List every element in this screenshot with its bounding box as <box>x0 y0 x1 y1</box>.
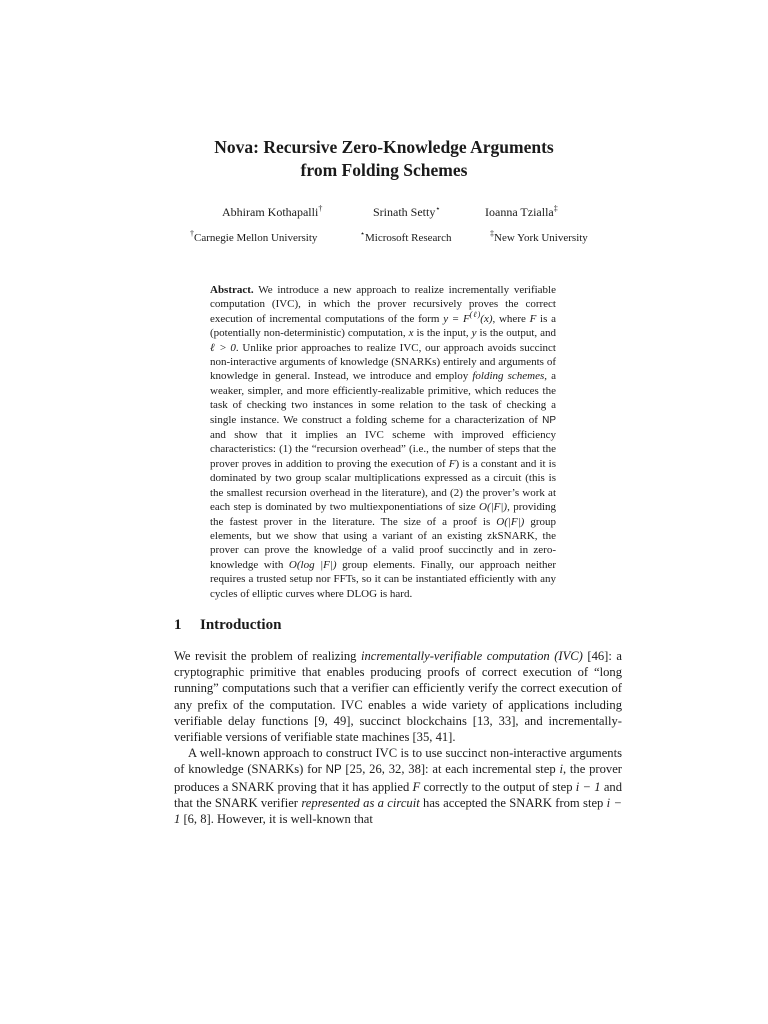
title-line-1: Nova: Recursive Zero-Knowledge Arguments <box>214 137 554 157</box>
section-heading-introduction: 1 Introduction <box>174 617 282 633</box>
introduction-body <box>174 648 622 827</box>
intro-paragraph-2: A well-known approach to construct IVC is to use succinct non-interactive arguments of knowledge (SNARKs) for NP [25, 26, 32, 38]: at each incremental step i, the prover produces a SNARK proving that it has applied F correctly to the output of step i − 1 and that the SNARK verifier represented as a circuit has accepted the SNARK from step i − 1 [6, 8]. However, it is well-known that <box>174 746 622 827</box>
intro-paragraph-1: We revisit the problem of realizing incrementally-verifiable computation (IVC) [46]: a cryptographic primitive that enables producing proofs of correct execution of “long running” computations such that a verifier can efficiently verify the correct execution of any prefix of the computation. IVC enables a wide variety of applications including verifiable delay functions [9, 49], succinct blockchains [13, 33], and incrementally-verifiable versions of verifiable state machines [35, 41]. <box>174 649 622 745</box>
affiliation-list <box>0 229 768 248</box>
affiliation-2: ⋆Microsoft Research <box>360 229 452 244</box>
paper-title <box>0 136 768 182</box>
author-1: Abhiram Kothapalli† <box>222 204 323 219</box>
affiliation-3: ‡New York University <box>490 229 588 244</box>
title-line-2: from Folding Schemes <box>300 160 468 180</box>
affiliation-1: †Carnegie Mellon University <box>190 229 318 244</box>
abstract-label: Abstract. <box>210 284 254 296</box>
abstract: Abstract. We introduce a new approach to realize incrementally verifiable computation (IVC), in which the prover recursively proves the correct execution of incremental computations of the form $y = F^{(\ell)}(x)$, where F is a (potentially non-deterministic) computation, x is the input, y is the output, and ℓ > 0. Unlike prior approaches to realize IVC, our approach avoids succinct non-interactive arguments of knowledge (SNARKs) entirely and arguments of knowledge in general. Instead, we introduce and employ folding schemes, a weaker, simpler, and more efficiently-realizable primitive, which reduces the task of checking two instances in some relation to the task of checking a single instance. We construct a folding scheme for a characterization of NP and show that it implies an IVC scheme with improved efficiency characteristics: (1) the “recursion overhead” (i.e., the number of steps that the prover proves in addition to proving the execution of F) is a constant and it is dominated by two group scalar multiplications expressed as a circuit (this is the smallest recursion overhead in the literature), and (2) the prover’s work at each step is dominated by two multiexponentiations of size O(|F|), providing the fastest prover in the literature. The size of a proof is O(|F|) group elements, but we show that using a variant of an existing zkSNARK, the prover can prove the knowledge of a valid proof succinctly and in zero-knowledge with O(log |F|) group elements. Finally, our approach neither requires a trusted setup nor FFTs, so it can be instantiated efficiently with any cycles of elliptic curves where DLOG is hard. <box>210 284 557 600</box>
author-list <box>0 205 768 223</box>
author-2: Srinath Setty⋆ <box>373 204 441 219</box>
author-3: Ioanna Tzialla‡ <box>485 204 558 219</box>
